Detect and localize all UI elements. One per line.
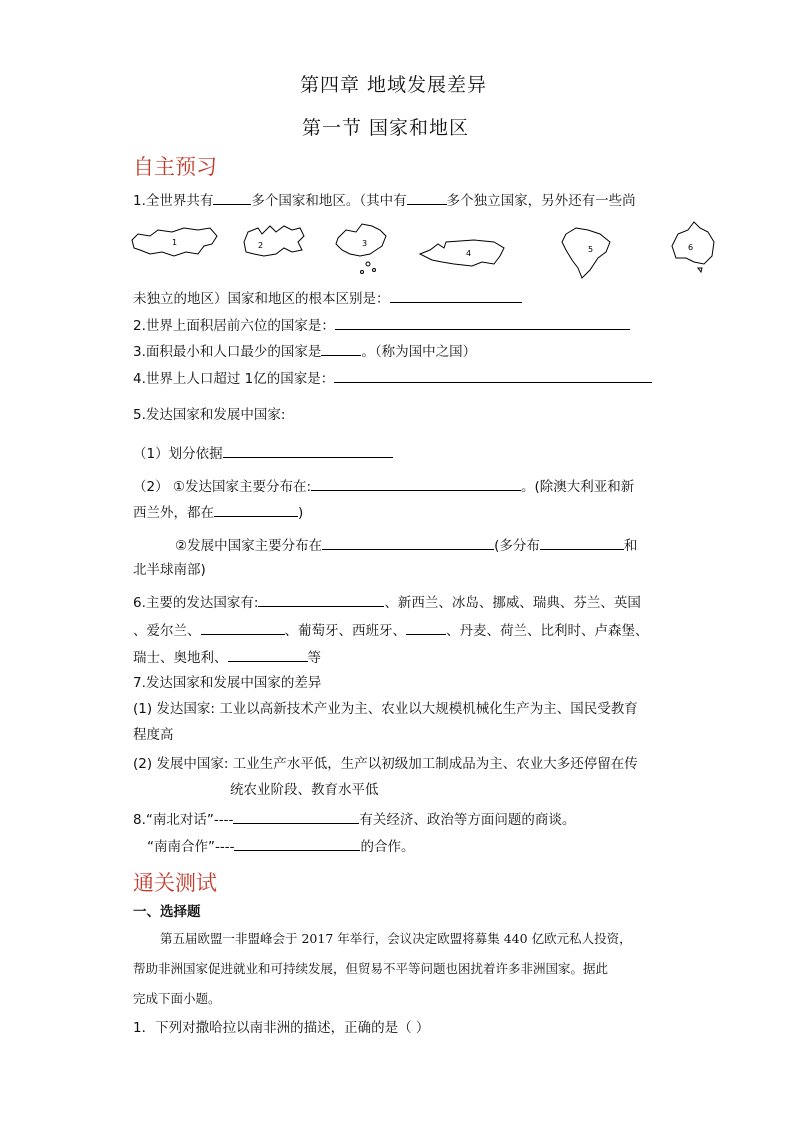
blank	[223, 443, 393, 458]
blank	[321, 341, 361, 356]
q7-line: 7.发达国家和发展中国家的差异	[133, 675, 322, 691]
blank	[234, 836, 360, 851]
map-label: 4	[466, 249, 472, 258]
q5-1-line: （1）划分依据	[133, 443, 393, 463]
blank	[214, 502, 298, 517]
preview-heading: 自主预习	[133, 155, 217, 179]
q1-line-2: 未独立的地区）国家和地区的根本区别是：	[133, 288, 522, 308]
question-1: 1．下列对撒哈拉以南非洲的描述，正确的是（ ）	[133, 1020, 430, 1036]
blank	[540, 535, 624, 550]
q3-line: 3.面积最小和人口最少的国家是 。（称为国中之国）	[133, 341, 476, 361]
q5-2-line: （2） ①发达国家主要分布在: 。(除澳大利亚和新	[133, 476, 634, 496]
map-label: 3	[362, 239, 368, 248]
china-map-icon	[332, 220, 390, 276]
q1-line: 1.全世界共有 多个国家和地区。（其中有 多个独立国家，另外还有一些尚	[133, 190, 636, 210]
chapter-title: 第四章 地域发展差异	[300, 74, 488, 96]
q7-1-line-2: 程度高	[133, 727, 174, 743]
q5-2-line-2: 西兰外，都在 )	[133, 502, 303, 522]
section-title: 第一节 国家和地区	[302, 117, 470, 139]
passage-line-3: 完成下面小题。	[133, 991, 221, 1006]
blank	[335, 315, 630, 330]
blank	[390, 288, 522, 303]
q6-line-3: 瑞士、奥地利、 等	[133, 647, 321, 667]
blank	[311, 476, 521, 491]
map-label: 2	[258, 241, 264, 250]
q5-line: 5.发达国家和发展中国家:	[133, 407, 286, 423]
blank	[406, 620, 446, 635]
q6-line-2: 、爱尔兰、 、葡萄牙、西班牙、 、丹麦、荷兰、比利时、卢森堡、	[133, 620, 649, 640]
q5-3-line: ②发展中国家主要分布在 (多分布 和	[175, 535, 637, 555]
australia-map-icon	[668, 218, 718, 274]
blank	[322, 535, 494, 550]
q7-1-line: (1) 发达国家: 工业以高新技术产业为主、农业以大规模机械化生产为主、国民受教育	[133, 701, 638, 717]
blank	[228, 647, 308, 662]
map-label: 5	[588, 245, 594, 254]
blank	[334, 368, 652, 383]
blank	[258, 592, 384, 607]
q2-line: 2.世界上面积居前六位的国家是：	[133, 315, 630, 335]
blank	[407, 190, 447, 205]
blank	[201, 620, 285, 635]
russia-map-icon	[128, 222, 220, 262]
canada-map-icon	[240, 222, 310, 262]
passage-line-2: 帮助非洲国家促进就业和可持续发展，但贸易不平等问题也困扰着许多非洲国家。据此	[133, 961, 609, 976]
usa-map-icon	[414, 234, 510, 272]
part-1-heading: 一、选择题	[133, 904, 201, 920]
blank	[213, 190, 251, 205]
q8-line: 8.“南北对话”---- 有关经济、政治等方面问题的商谈。	[133, 809, 575, 829]
q5-3-line-2: 北半球南部)	[133, 562, 206, 578]
q8-line-2: “南南合作”---- 的合作。	[147, 836, 414, 856]
q7-2-line-2: 统农业阶段、教育水平低	[230, 782, 379, 798]
passage-line-1: 第五届欧盟一非盟峰会于 2017 年举行，会议决定欧盟将募集 440 亿欧元私人投资，	[160, 931, 632, 946]
blank	[233, 809, 359, 824]
map-label: 1	[172, 238, 178, 247]
q4-line: 4.世界上人口超过 1亿的国家是：	[133, 368, 652, 388]
brazil-map-icon	[558, 222, 614, 282]
q7-2-line: (2) 发展中国家: 工业生产水平低，生产以初级加工制成品为主、农业大多还停留在传	[133, 756, 638, 772]
q6-line: 6.主要的发达国家有: 、新西兰、冰岛、挪威、瑞典、芬兰、英国	[133, 592, 641, 612]
test-heading: 通关测试	[133, 871, 217, 895]
map-label: 6	[688, 243, 694, 252]
